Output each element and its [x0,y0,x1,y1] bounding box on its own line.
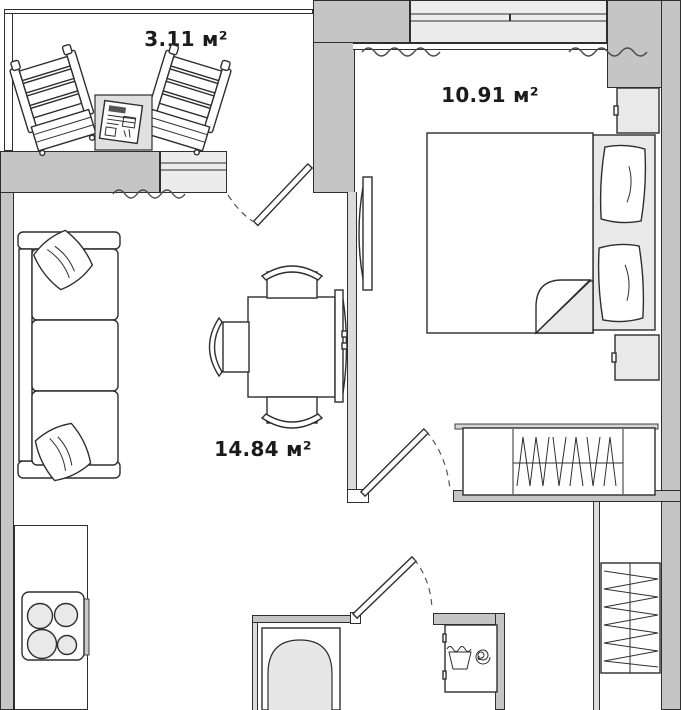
bedroom-door [361,429,450,496]
curtain-living-icon [113,190,185,198]
lounge-chair-left [8,43,102,157]
living-room-area-label: 14.84 м² [214,437,312,461]
bathroom-door [353,557,432,618]
balcony-door [228,164,312,226]
newspaper-icon [100,101,143,144]
dining-table [248,297,335,397]
nightstand-top [614,88,659,133]
nightstand-bottom [612,335,659,380]
wardrobe-with-hangers [455,424,658,495]
curtain-bedroom-right-icon [569,48,647,56]
dining-table-group [210,266,336,428]
bathtub [262,628,340,710]
window-living-frame-lines [160,163,227,170]
panel-tick [509,14,511,21]
tv-living [335,290,347,402]
chair-bottom [262,397,322,428]
stove-icon [22,592,89,660]
washing-machine [443,625,497,692]
double-bed [427,133,655,333]
balcony-area-label: 3.11 м² [144,27,228,51]
bed-pillow-top [599,144,647,223]
upper-balcony-panel-lines [410,14,607,21]
bed-pillow-bottom [597,243,645,322]
shelf-unit [601,563,660,673]
chair-left [210,318,250,376]
lounge-chair-right [140,43,234,157]
bedroom-area-label: 10.91 м² [441,83,539,107]
sofa [18,226,120,484]
curtain-bedroom-left-icon [362,48,440,56]
tv-bedroom [359,177,372,290]
chair-top [262,266,322,298]
